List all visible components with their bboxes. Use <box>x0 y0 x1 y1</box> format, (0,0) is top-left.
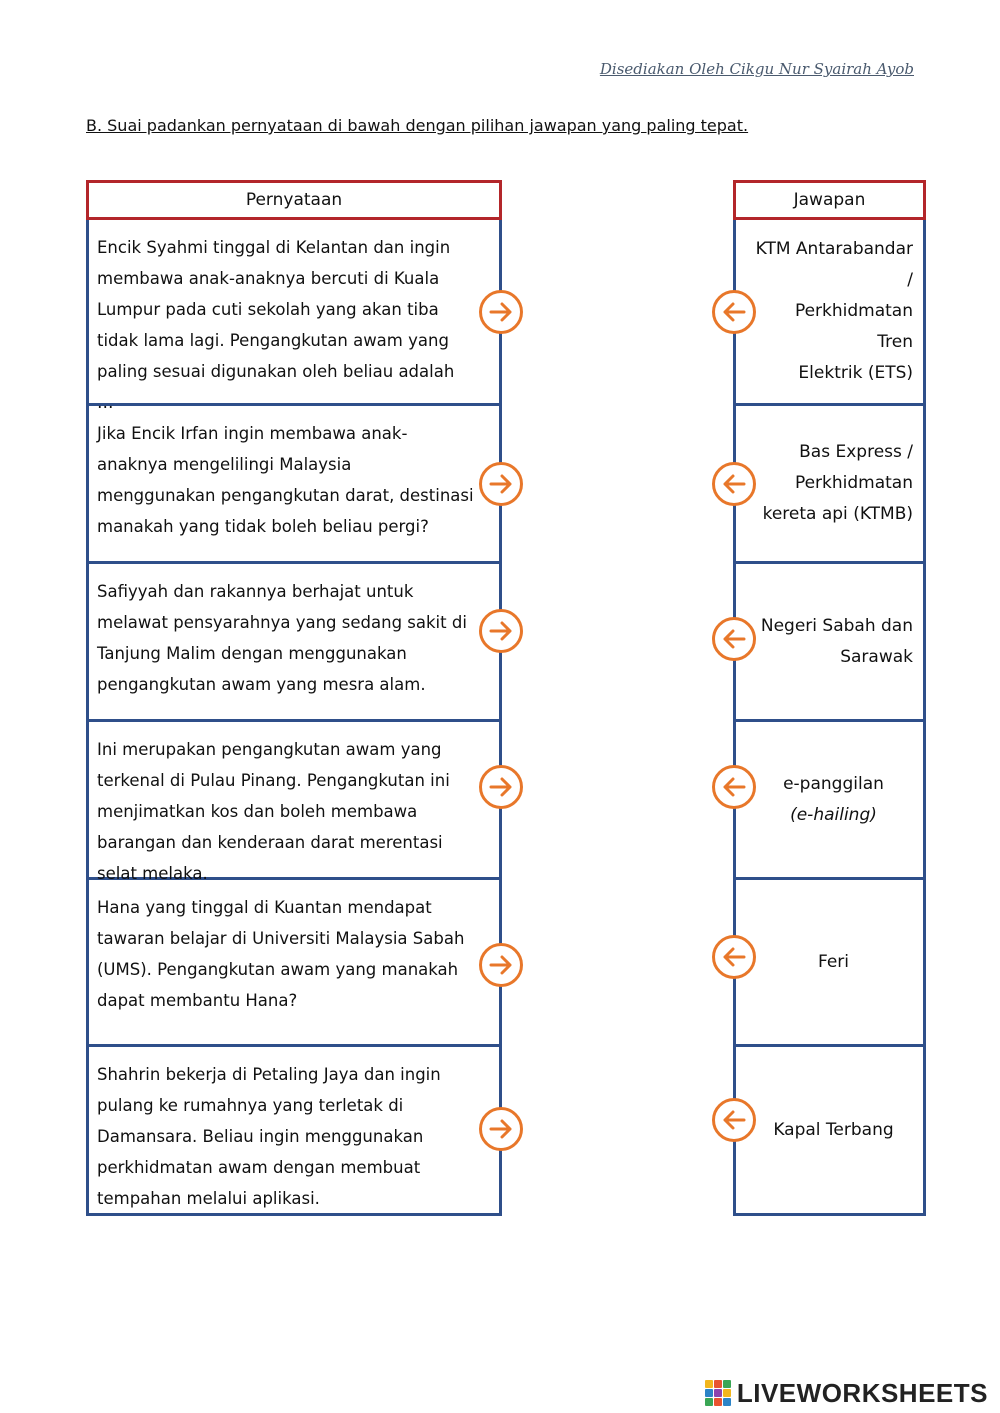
answer-line: (e-hailing) <box>790 804 877 825</box>
statement-cell <box>89 1047 499 1213</box>
match-dot-left-4[interactable] <box>712 765 756 809</box>
match-dot-left-1[interactable] <box>712 290 756 334</box>
answer-line: e-panggilan <box>783 773 884 794</box>
answer-line: Negeri Sabah dan <box>760 615 913 636</box>
logo-grid-icon <box>705 1380 731 1406</box>
arrow-right-circle-icon <box>482 465 520 503</box>
answers-column <box>733 180 926 1216</box>
answer-line: Bas Express / <box>799 442 913 462</box>
logo-square <box>705 1389 713 1397</box>
statements-column <box>86 180 502 1216</box>
arrow-right-circle-icon <box>482 1110 520 1148</box>
match-dot-right-4[interactable] <box>479 765 523 809</box>
logo-square <box>723 1398 731 1406</box>
statement-cell <box>89 564 499 722</box>
statement-text: Encik Syahmi tinggal di Kelantan dan ingin membawa anak-anaknya bercuti di Kuala Lumpur pada cuti sekolah yang akan tiba tidak lama lagi. Pengangkutan awam yang paling sesuai digunakan oleh beliau adalah … <box>97 238 455 412</box>
logo-square <box>705 1380 713 1388</box>
match-dot-right-3[interactable] <box>479 609 523 653</box>
answer-cell <box>736 220 923 406</box>
statement-text: Shahrin bekerja di Petaling Jaya dan ingin pulang ke rumahnya yang terletak di Damansara. Beliau ingin menggunakan perkhidmatan awam dengan membuat tempahan melalui aplikasi. <box>97 1065 441 1208</box>
logo-square <box>723 1389 731 1397</box>
logo-square <box>705 1398 713 1406</box>
answer-line: KTM Antarabandar / <box>755 239 913 290</box>
answer-line: Perkhidmatan Tren <box>794 301 913 352</box>
match-dot-left-2[interactable] <box>712 462 756 506</box>
arrow-left-circle-icon <box>715 1101 753 1139</box>
statement-text: Jika Encik Irfan ingin membawa anak-anaknya mengelilingi Malaysia menggunakan pengangkutan darat, destinasi manakah yang tidak boleh beliau pergi? <box>97 424 474 536</box>
statement-text: Ini merupakan pengangkutan awam yang terkenal di Pulau Pinang. Pengangkutan ini menjimatkan kos dan boleh membawa barangan dan kenderaan darat merentasi selat melaka. <box>97 740 450 883</box>
statements-header: Pernyataan <box>86 180 502 220</box>
answer-cell <box>736 722 923 880</box>
liveworksheets-logo <box>705 1379 988 1407</box>
answers-header: Jawapan <box>733 180 926 220</box>
answer-line: kereta api (KTMB) <box>762 504 913 524</box>
arrow-left-circle-icon <box>715 465 753 503</box>
answer-line: Feri <box>817 951 850 972</box>
logo-square <box>714 1398 722 1406</box>
arrow-left-circle-icon <box>715 620 753 658</box>
author-credit: Disediakan Oleh Cikgu Nur Syairah Ayob <box>599 60 914 78</box>
match-dot-right-2[interactable] <box>479 462 523 506</box>
match-dot-left-5[interactable] <box>712 935 756 979</box>
match-dot-left-6[interactable] <box>712 1098 756 1142</box>
answer-line: Sarawak <box>840 646 913 667</box>
match-dot-right-6[interactable] <box>479 1107 523 1151</box>
logo-square <box>714 1380 722 1388</box>
arrow-right-circle-icon <box>482 293 520 331</box>
answer-cell <box>736 880 923 1047</box>
arrow-left-circle-icon <box>715 938 753 976</box>
statement-text: Hana yang tinggal di Kuantan mendapat tawaran belajar di Universiti Malaysia Sabah (UMS). Pengangkutan awam yang manakah dapat membantu Hana? <box>97 898 465 1010</box>
match-dot-left-3[interactable] <box>712 617 756 661</box>
arrow-right-circle-icon <box>482 768 520 806</box>
answer-line: Elektrik (ETS) <box>798 363 913 383</box>
arrow-left-circle-icon <box>715 293 753 331</box>
answer-cell <box>736 406 923 564</box>
arrow-right-circle-icon <box>482 612 520 650</box>
answer-line: Kapal Terbang <box>773 1119 894 1140</box>
instruction-text: B. Suai padankan pernyataan di bawah dengan pilihan jawapan yang paling tepat. <box>86 116 749 135</box>
answer-cell <box>736 564 923 722</box>
match-dot-right-1[interactable] <box>479 290 523 334</box>
statement-text: Safiyyah dan rakannya berhajat untuk melawat pensyarahnya yang sedang sakit di Tanjung Malim dengan menggunakan pengangkutan awam yang mesra alam. <box>97 582 467 694</box>
logo-square <box>714 1389 722 1397</box>
match-dot-right-5[interactable] <box>479 943 523 987</box>
answer-cell <box>736 1047 923 1213</box>
statement-cell <box>89 722 499 883</box>
logo-text: LIVEWORKSHEETS <box>736 1377 988 1408</box>
statement-cell <box>89 220 499 412</box>
answer-line: Perkhidmatan <box>794 473 913 493</box>
answers-list <box>733 220 926 1216</box>
statements-list <box>86 220 502 1216</box>
logo-square <box>723 1380 731 1388</box>
arrow-right-circle-icon <box>482 946 520 984</box>
arrow-left-circle-icon <box>715 768 753 806</box>
statement-cell <box>89 406 499 564</box>
statement-cell <box>89 880 499 1047</box>
